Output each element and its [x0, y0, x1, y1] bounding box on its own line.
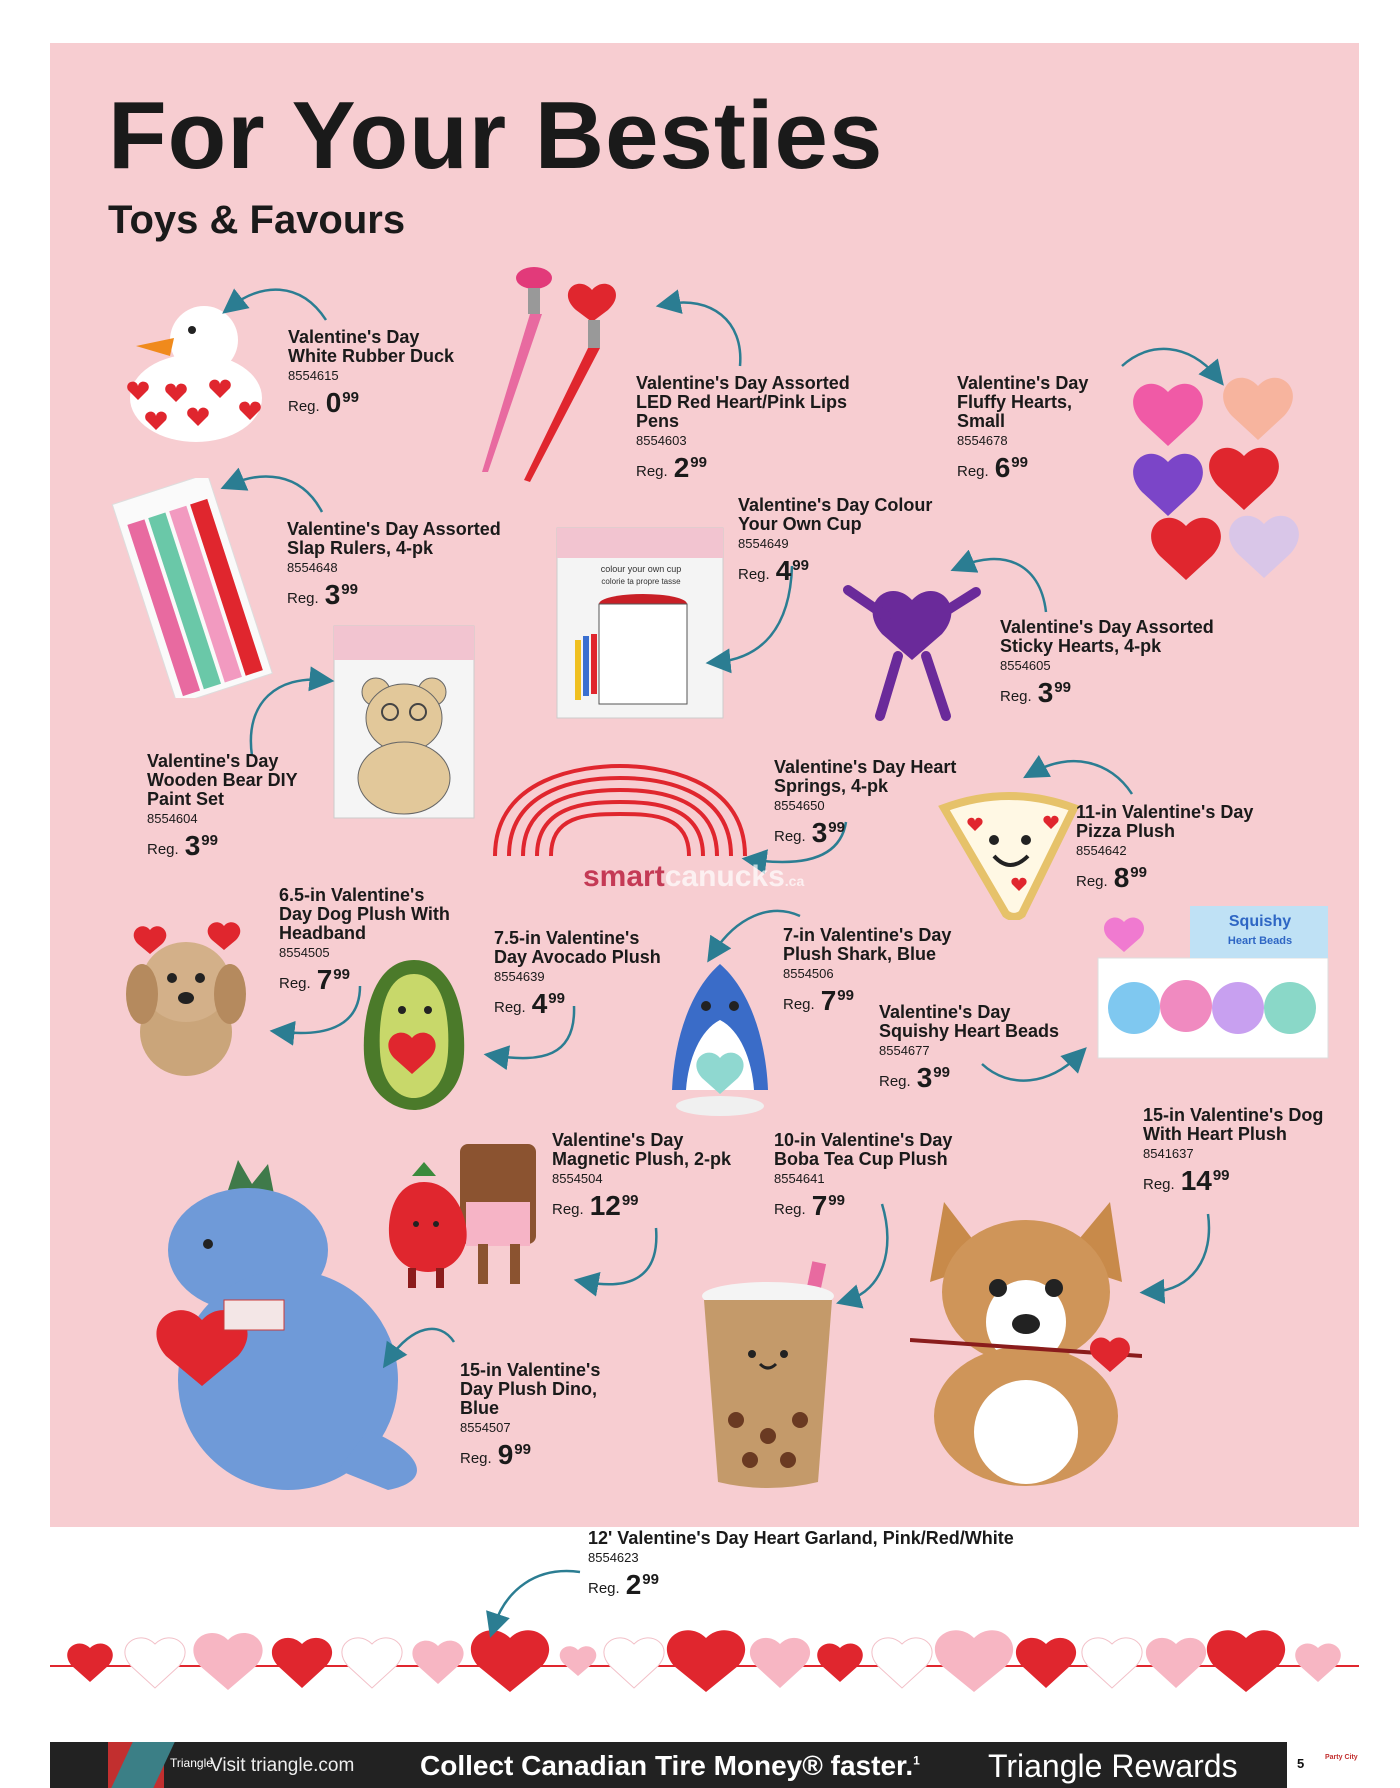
product-name-line: 10-in Valentine's Day: [774, 1130, 953, 1150]
product-price: [957, 454, 1207, 482]
footer-slogan-mark: 1: [913, 1753, 920, 1768]
product-block[interactable]: [147, 752, 397, 860]
product-name: [460, 1361, 710, 1418]
page-title: For Your Besties: [108, 82, 884, 189]
price-dollars: 14: [1180, 1165, 1212, 1196]
product-name-line: Pens: [636, 411, 680, 431]
product-name: [147, 752, 397, 809]
watermark: [583, 860, 804, 894]
price-reg-label: Reg.: [460, 1450, 492, 1467]
product-name-line: Your Own Cup: [738, 514, 862, 534]
footer-stripe: [111, 1742, 174, 1788]
product-name-line: Headband: [279, 923, 367, 943]
footer-slogan: [420, 1750, 920, 1782]
product-sku: 8554641: [774, 1171, 825, 1186]
product-name: [957, 374, 1207, 431]
price-reg-label: Reg.: [738, 566, 770, 583]
product-block[interactable]: [957, 374, 1207, 482]
price-cents: 99: [342, 389, 359, 406]
product-sku: 8554504: [552, 1171, 603, 1186]
product-name-line: 12' Valentine's Day Heart Garland, Pink/Red/White: [588, 1528, 1014, 1548]
product-name-line: LED Red Heart/Pink Lips: [636, 392, 848, 412]
price-dollars: 12: [589, 1190, 621, 1221]
price-cents: 99: [642, 1571, 659, 1588]
product-name-line: Valentine's Day Colour: [738, 495, 933, 515]
product-name-line: White Rubber Duck: [288, 346, 455, 366]
product-name: [287, 520, 537, 558]
product-name-line: Wooden Bear DIY: [147, 770, 298, 790]
product-name-line: Day Avocado Plush: [494, 947, 661, 967]
product-name-line: Valentine's Day: [957, 373, 1089, 393]
product-block[interactable]: [494, 929, 744, 1018]
product-name: [636, 374, 886, 431]
price-cents: 99: [690, 454, 707, 471]
product-name-line: Valentine's Day Assorted: [287, 519, 501, 539]
product-sku: 8554639: [494, 969, 545, 984]
product-name-line: Pizza Plush: [1076, 821, 1176, 841]
product-block[interactable]: [738, 496, 988, 585]
product-price: [1000, 679, 1250, 707]
product-name-line: Valentine's Day: [147, 751, 279, 771]
product-name: [1143, 1106, 1393, 1144]
product-name-line: Valentine's Day: [552, 1130, 684, 1150]
product-name-line: 11-in Valentine's Day: [1076, 802, 1254, 822]
product-name-line: Fluffy Hearts,: [957, 392, 1073, 412]
product-name: [774, 758, 1024, 796]
product-block[interactable]: [287, 520, 537, 609]
triangle-logo-text: Triangle: [170, 1756, 213, 1770]
product-price: [460, 1441, 710, 1469]
beads-brand-label: Squishy: [1228, 913, 1292, 930]
price-dollars: 7: [811, 1190, 828, 1221]
price-dollars: 4: [531, 988, 548, 1019]
price-dollars: 3: [184, 830, 201, 861]
watermark-part2: canucks: [664, 860, 785, 893]
product-name-line: Valentine's Day Assorted: [1000, 617, 1214, 637]
product-name-line: Valentine's Day: [288, 327, 420, 347]
product-name-line: Valentine's Day: [879, 1002, 1011, 1022]
product-name-line: Squishy Heart Beads: [879, 1021, 1060, 1041]
product-sku: 8554648: [287, 560, 338, 575]
product-sku: 8554642: [1076, 843, 1127, 858]
product-name-line: Blue: [460, 1398, 500, 1418]
price-cents: 99: [1130, 864, 1147, 881]
product-name-line: Day Dog Plush With: [279, 904, 450, 924]
product-name-line: 15-in Valentine's: [460, 1360, 601, 1380]
price-reg-label: Reg.: [957, 463, 989, 480]
product-block[interactable]: [588, 1529, 1108, 1599]
price-cents: 99: [933, 1064, 950, 1081]
footer-bar: [50, 1742, 1359, 1788]
price-dollars: 8: [1113, 862, 1130, 893]
price-reg-label: Reg.: [879, 1073, 911, 1090]
price-reg-label: Reg.: [774, 1201, 806, 1218]
product-name-line: Small: [957, 411, 1006, 431]
price-reg-label: Reg.: [636, 463, 668, 480]
price-reg-label: Reg.: [1143, 1176, 1175, 1193]
product-name: [1076, 803, 1326, 841]
product-name-line: Magnetic Plush, 2-pk: [552, 1149, 732, 1169]
visit-link[interactable]: Visit triangle.com: [210, 1755, 355, 1776]
price-reg-label: Reg.: [279, 975, 311, 992]
product-name: [774, 1131, 1024, 1169]
watermark-part3: .ca: [784, 873, 805, 889]
product-block[interactable]: [879, 1003, 1129, 1092]
triangle-rewards-logo[interactable]: Triangle Rewards: [988, 1748, 1238, 1784]
price-reg-label: Reg.: [287, 590, 319, 607]
product-price: [738, 557, 988, 585]
triangle-logo-tile[interactable]: [108, 1742, 213, 1788]
product-block[interactable]: [1143, 1106, 1393, 1195]
price-reg-label: Reg.: [774, 828, 806, 845]
price-cents: 99: [201, 832, 218, 849]
price-reg-label: Reg.: [783, 996, 815, 1013]
price-reg-label: Reg.: [552, 1201, 584, 1218]
product-name: [738, 496, 988, 534]
price-dollars: 4: [775, 555, 792, 586]
price-dollars: 6: [994, 452, 1011, 483]
price-cents: 99: [341, 581, 358, 598]
product-block[interactable]: [774, 758, 1024, 847]
product-sku: 8554615: [288, 368, 339, 383]
product-block[interactable]: [279, 886, 529, 994]
party-city-logo: Party City: [1325, 1754, 1358, 1761]
price-dollars: 3: [324, 579, 341, 610]
price-cents: 99: [1011, 454, 1028, 471]
page-number: 5: [1297, 1756, 1305, 1771]
price-dollars: 3: [916, 1062, 933, 1093]
price-cents: 99: [621, 1192, 639, 1209]
product-name-line: 15-in Valentine's Dog: [1143, 1105, 1324, 1125]
product-name-line: Valentine's Day Heart: [774, 757, 957, 777]
product-name-line: Boba Tea Cup Plush: [774, 1149, 948, 1169]
product-price: [636, 454, 886, 482]
product-price: [774, 819, 1024, 847]
product-sku: 8554505: [279, 945, 330, 960]
product-price: [1143, 1167, 1393, 1195]
product-name: [552, 1131, 802, 1169]
price-cents: 99: [828, 1192, 845, 1209]
product-sku: 8554507: [460, 1420, 511, 1435]
product-name-line: Day Plush Dino,: [460, 1379, 598, 1399]
price-dollars: 7: [316, 964, 333, 995]
price-cents: 99: [333, 966, 350, 983]
price-reg-label: Reg.: [288, 398, 320, 415]
price-reg-label: Reg.: [588, 1580, 620, 1597]
price-dollars: 3: [811, 817, 828, 848]
cup-package-line1: colour your own cup: [600, 564, 682, 574]
product-sku: 8554603: [636, 433, 687, 448]
product-name: [279, 886, 529, 943]
product-name: [588, 1529, 1108, 1548]
price-cents: 99: [837, 987, 854, 1004]
price-cents: 99: [828, 819, 845, 836]
product-price: [147, 832, 397, 860]
product-block[interactable]: [636, 374, 886, 482]
product-price: [552, 1192, 802, 1220]
product-name-line: Plush Shark, Blue: [783, 944, 937, 964]
product-price: [287, 581, 537, 609]
product-name-line: Paint Set: [147, 789, 225, 809]
product-block[interactable]: [552, 1131, 802, 1220]
product-price: [279, 966, 529, 994]
price-dollars: 0: [325, 387, 342, 418]
cup-package-line2: colorie ta propre tasse: [601, 577, 681, 586]
beads-sub-label: Heart Beads: [1227, 935, 1293, 947]
price-dollars: 2: [625, 1569, 642, 1600]
page-number-box: [1287, 1742, 1359, 1788]
price-reg-label: Reg.: [1000, 688, 1032, 705]
product-sku: 8554650: [774, 798, 825, 813]
price-dollars: 7: [820, 985, 837, 1016]
product-sku: 8541637: [1143, 1146, 1194, 1161]
product-name-line: 6.5-in Valentine's: [279, 885, 425, 905]
price-dollars: 3: [1037, 677, 1054, 708]
footer-slogan-text: Collect Canadian Tire Money® faster.: [420, 1750, 914, 1781]
product-name-line: Sticky Hearts, 4-pk: [1000, 636, 1162, 656]
product-price: [1076, 864, 1326, 892]
product-name-line: Valentine's Day Assorted: [636, 373, 850, 393]
price-reg-label: Reg.: [1076, 873, 1108, 890]
product-sku: 8554649: [738, 536, 789, 551]
product-sku: 8554506: [783, 966, 834, 981]
product-sku: 8554678: [957, 433, 1008, 448]
product-sku: 8554605: [1000, 658, 1051, 673]
product-name: [879, 1003, 1129, 1041]
product-name: [494, 929, 744, 967]
product-block[interactable]: [774, 1131, 1024, 1220]
price-dollars: 9: [497, 1439, 514, 1470]
product-price: [774, 1192, 1024, 1220]
product-name-line: 7-in Valentine's Day: [783, 925, 952, 945]
product-block[interactable]: [460, 1361, 710, 1469]
price-cents: 99: [1212, 1167, 1230, 1184]
product-price: [879, 1064, 1129, 1092]
price-cents: 99: [792, 557, 809, 574]
price-reg-label: Reg.: [494, 999, 526, 1016]
price-cents: 99: [514, 1441, 531, 1458]
product-name: [783, 926, 1033, 964]
product-sku: 8554677: [879, 1043, 930, 1058]
page-subtitle: Toys & Favours: [108, 198, 406, 242]
product-name-line: Springs, 4-pk: [774, 776, 889, 796]
product-name: [288, 328, 538, 366]
price-reg-label: Reg.: [147, 841, 179, 858]
product-block[interactable]: [1000, 618, 1250, 707]
product-price: [588, 1571, 1108, 1599]
product-sku: 8554623: [588, 1550, 639, 1565]
product-name-line: Slap Rulers, 4-pk: [287, 538, 434, 558]
product-price: [494, 990, 744, 1018]
price-cents: 99: [1054, 679, 1071, 696]
product-block[interactable]: [288, 328, 538, 417]
price-dollars: 2: [673, 452, 690, 483]
product-sku: 8554604: [147, 811, 198, 826]
price-cents: 99: [548, 990, 565, 1007]
product-name-line: With Heart Plush: [1143, 1124, 1287, 1144]
product-name: [1000, 618, 1250, 656]
product-block[interactable]: [1076, 803, 1326, 892]
product-price: [288, 389, 538, 417]
watermark-part1: smart: [583, 860, 665, 893]
product-name-line: 7.5-in Valentine's: [494, 928, 640, 948]
